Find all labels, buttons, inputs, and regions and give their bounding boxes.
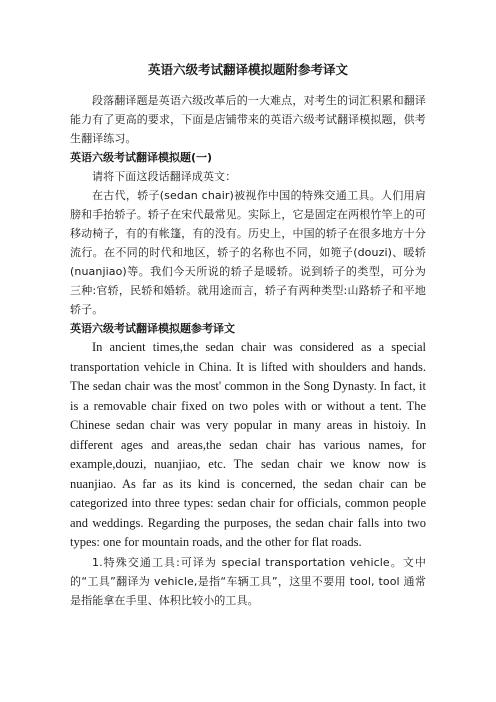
intro-paragraph: 段落翻译题是英语六级改革后的一大难点，对考生的词汇积累和翻译能力有了更高的要求，下面是店铺带来的英语六级考试翻译模拟题，供考生翻译练习。 [70, 94, 426, 145]
section2-heading: 英语六级考试翻译模拟题参考译文 [70, 322, 235, 335]
section1-heading: 英语六级考试翻译模拟题(一) [70, 151, 213, 164]
english-translation: In ancient times,the sedan chair was considered as a special transportation vehicle in China. It is lifted with shoulders and hands. The sedan chair was the most' common in the Song Dynasty. In fact, it is a removable chair fixed on two poles with or without a tent. The Chinese sedan chair was very popular in many areas in histoiy. In different ages and areas,the sedan chair has various names, for example,douzi, nuanjiao, etc. The sedan chair we know now is nuanjiao. As far as its kind is concerned, the sedan chair can be categorized into three types: sedan chair for officials, common people and weddings. Regarding the purposes, the sedan chair falls into two types: one for mountain roads, and the other for flat roads. [70, 340, 426, 549]
instruction-text: 请将下面这段话翻译成英文： [92, 170, 237, 183]
chinese-passage: 在古代，轿子(sedan chair)被视作中国的特殊交通工具。人们用肩膀和手抬轿子。轿子在宋代最常见。实际上，它是固定在两根竹竿上的可移动椅子，有的有帐篷，有的没有。历史上，中国的轿子在很多地方十分流行。在不同的时代和地区，轿子的名称也不同，如篼子(douzi)、暖轿(nuanjiao)等。我们今天所说的轿子是暖轿。说到轿子的类型，可分为三种:官轿，民轿和婚轿。就用途而言，轿子有两种类型:山路轿子和平地轿子。 [70, 189, 426, 316]
document-title: 英语六级考试翻译模拟题附参考译文 [147, 62, 348, 77]
note-1: 1.特殊交通工具:可译为 special transportation vehicle。文中的“工具”翻译为 vehicle,是指“车辆工具”，这里不要用 tool, tool 通常是指能拿在手里、体积比较小的工具。 [70, 555, 426, 607]
